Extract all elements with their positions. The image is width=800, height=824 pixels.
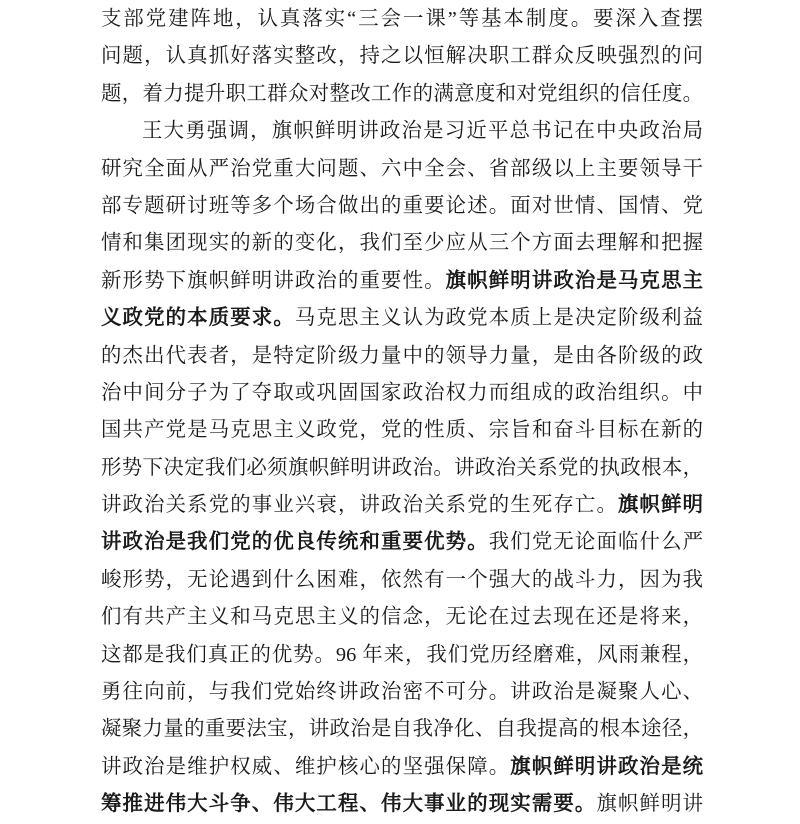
text-segment: 讲政治是维护权威、维护核心的坚强保障。 xyxy=(101,755,511,778)
text-segment: 王大勇强调，旗帜鲜明讲政治是习近平总书记在中央政治局 xyxy=(142,120,703,143)
bold-text-segment: 义政党的本质要求。 xyxy=(101,307,295,330)
bold-text-segment: 旗帜鲜明讲政治是马克思主 xyxy=(445,269,703,292)
text-segment: 国共产党是马克思主义政党，党的性质、宗旨和奋斗目标在新的 xyxy=(101,419,703,442)
text-segment: 凝聚力量的重要法宝，讲政治是自我净化、自我提高的根本途径， xyxy=(101,718,703,741)
text-line xyxy=(101,487,703,524)
text-line xyxy=(101,1,703,38)
document-text-block xyxy=(101,1,703,824)
text-line xyxy=(101,450,703,487)
text-line xyxy=(101,76,703,113)
text-line xyxy=(101,113,703,150)
text-line xyxy=(101,375,703,412)
text-line xyxy=(101,300,703,337)
text-segment: 我们党无论面临什么严 xyxy=(488,531,703,554)
text-line xyxy=(101,786,703,823)
text-line xyxy=(101,225,703,262)
text-line xyxy=(101,674,703,711)
text-line xyxy=(101,637,703,674)
text-line xyxy=(101,38,703,75)
text-segment: 治中间分子为了夺取或巩固国家政治权力而组成的政治组织。中 xyxy=(101,381,703,404)
text-segment: 形势下决定我们必须旗帜鲜明讲政治。讲政治关系党的执政根本， xyxy=(101,456,703,479)
text-segment: 这都是我们真正的优势。96 年来，我们党历经磨难，风雨兼程， xyxy=(101,643,703,666)
text-segment: 马克思主义认为政党本质上是决定阶级利益 xyxy=(294,307,703,330)
text-line xyxy=(101,338,703,375)
text-segment: 研究全面从严治党重大问题、六中全会、省部级以上主要领导干 xyxy=(101,157,703,180)
text-segment: 勇往向前，与我们党始终讲政治密不可分。讲政治是凝聚人心、 xyxy=(101,681,703,704)
text-line xyxy=(101,562,703,599)
text-segment: 支部党建阵地，认真落实“三会一课”等基本制度。要深入查摆 xyxy=(101,8,703,30)
text-line xyxy=(101,188,703,225)
text-segment: 旗帜鲜明讲 xyxy=(596,793,703,816)
text-line xyxy=(101,749,703,786)
text-segment: 讲政治关系党的事业兴衰，讲政治关系党的生死存亡。 xyxy=(101,494,618,517)
text-segment: 们有共产主义和马克思主义的信念，无论在过去现在还是将来， xyxy=(101,606,703,629)
text-line xyxy=(101,524,703,561)
text-line xyxy=(101,151,703,188)
text-segment: 新形势下旗帜鲜明讲政治的重要性。 xyxy=(101,269,446,292)
text-segment: 部专题研讨班等多个场合做出的重要论述。面对世情、国情、党 xyxy=(101,194,703,217)
text-segment: 情和集团现实的新的变化，我们至少应从三个方面去理解和把握 xyxy=(101,232,703,255)
bold-text-segment: 旗帜鲜明 xyxy=(617,494,703,517)
text-segment: 的杰出代表者，是特定阶级力量中的领导力量，是由各阶级的政 xyxy=(101,344,703,367)
bold-text-segment: 筹推进伟大斗争、伟大工程、伟大事业的现实需要。 xyxy=(101,793,597,816)
bold-text-segment: 旗帜鲜明讲政治是统 xyxy=(510,755,703,778)
text-line xyxy=(101,412,703,449)
bold-text-segment: 讲政治是我们党的优良传统和重要优势。 xyxy=(101,531,489,554)
text-line xyxy=(101,263,703,300)
text-line xyxy=(101,599,703,636)
text-segment: 题，着力提升职工群众对整改工作的满意度和对党组织的信任度。 xyxy=(101,82,703,105)
text-segment: 问题，认真抓好落实整改，持之以恒解决职工群众反映强烈的问 xyxy=(101,45,703,68)
text-segment: 峻形势，无论遇到什么困难，依然有一个强大的战斗力，因为我 xyxy=(101,568,703,591)
text-line xyxy=(101,711,703,748)
